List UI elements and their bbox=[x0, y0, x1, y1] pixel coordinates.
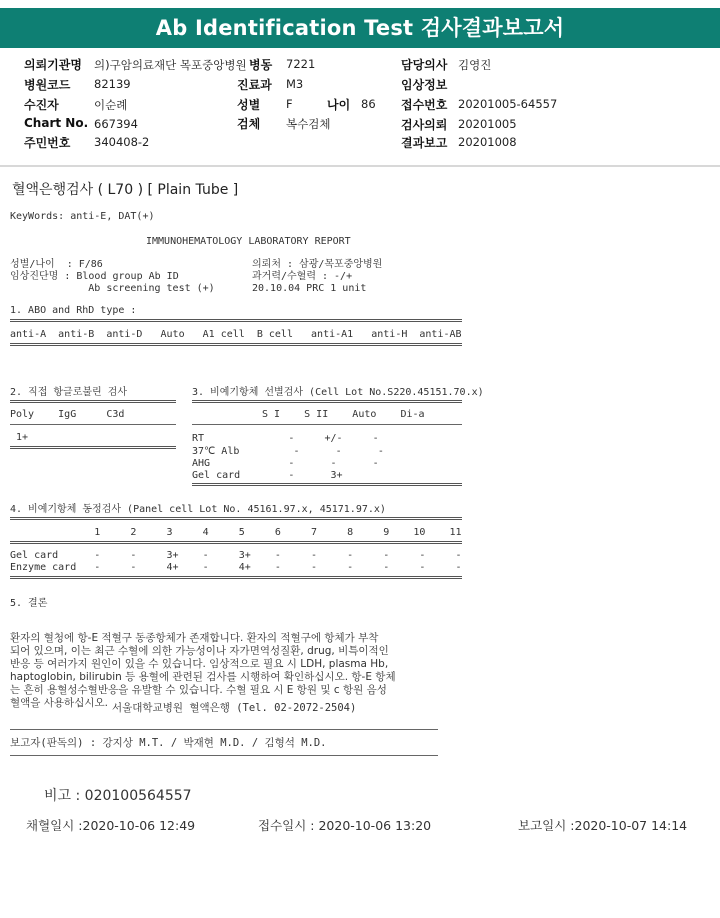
ward-label: 병동 bbox=[249, 58, 273, 72]
dept-value: M3 bbox=[286, 77, 304, 91]
chart-no-label: Chart No. bbox=[24, 116, 89, 130]
dept-label: 진료과 bbox=[237, 78, 272, 92]
keywords: KeyWords: anti-E, DAT(+) bbox=[10, 211, 155, 222]
collection-datetime: 채혈일시 :2020-10-06 12:49 bbox=[26, 818, 196, 833]
request-date-value: 20201005 bbox=[458, 117, 517, 131]
section-3-top-rule bbox=[192, 400, 462, 403]
patient-label: 수진자 bbox=[24, 98, 59, 112]
section-2-mid-rule bbox=[10, 424, 176, 425]
section-5-title: 5. 결론 bbox=[10, 598, 48, 609]
reporters-line: 보고자(판독의) : 강지상 M.T. / 박재현 M.D. / 김형석 M.D. bbox=[10, 737, 327, 749]
section-2-title: 2. 직접 항글로불린 검사 bbox=[10, 387, 128, 398]
sex-value: F bbox=[286, 97, 293, 111]
age-value: 86 bbox=[361, 97, 376, 111]
conclusion-line: 되어 있으며, 이는 최근 수혈에 의한 가능성이나 자가면역성질환, drug, 비특이적인 bbox=[10, 645, 389, 657]
conclusion-line: 혈액을 사용하십시오. bbox=[10, 697, 108, 709]
lab-report-heading: IMMUNOHEMATOLOGY LABORATORY REPORT bbox=[146, 236, 351, 247]
panel-header: 1 2 3 4 5 6 7 8 9 10 11 bbox=[10, 527, 462, 538]
doctor-label: 담당의사 bbox=[401, 58, 448, 72]
section-4-title: 4. 비예기항체 동정검사 (Panel cell Lot No. 45161.97.x, 45171.97.x) bbox=[10, 504, 386, 515]
header-divider bbox=[0, 165, 720, 167]
resident-id-value: 340408-2 bbox=[94, 135, 150, 149]
dat-header: Poly IgG C3d bbox=[10, 409, 125, 420]
conclusion-line: 환자의 혈청에 항-E 적혈구 동종항체가 존재합니다. 환자의 적혈구에 항체가 부착 bbox=[10, 632, 379, 644]
dat-value: 1+ bbox=[10, 432, 29, 443]
section-3-bottom-rule bbox=[192, 483, 462, 486]
conclusion-line: 반응 등 여러가지 원인이 있을 수 있습니다. 임상적으로 필요 시 LDH, plasma Hb, bbox=[10, 658, 389, 670]
section-1-top-rule bbox=[10, 319, 462, 322]
report-date-value: 20201008 bbox=[458, 135, 517, 149]
section-2-top-rule bbox=[10, 400, 176, 403]
chart-no-value: 667394 bbox=[94, 117, 138, 131]
test-title: 혈액은행검사 ( L70 ) [ Plain Tube ] bbox=[12, 182, 239, 198]
panel-row: Enzyme card - - 4+ - 4+ - - - - - - bbox=[10, 562, 462, 573]
diagnosis-line-2: Ab screening test (+) bbox=[10, 283, 215, 294]
doctor-value: 김영진 bbox=[458, 58, 492, 72]
patient-value: 이순례 bbox=[94, 98, 128, 112]
transfusion-history-line-1: 과거력/수혈력 : -/+ bbox=[252, 271, 353, 282]
section-3-title: 3. 비예기항체 선별검사 (Cell Lot No.S220.45151.70.x) bbox=[192, 387, 484, 398]
panel-row: Gel card - - 3+ - 3+ - - - - - - bbox=[10, 550, 462, 561]
receipt-no-value: 20201005-64557 bbox=[458, 97, 558, 111]
screening-header: S I S II Auto Di-a bbox=[262, 409, 425, 420]
transfusion-history-line-2: 20.10.04 PRC 1 unit bbox=[252, 283, 367, 294]
specimen-value: 복수검체 bbox=[286, 117, 331, 131]
hospital-code-label: 병원코드 bbox=[24, 78, 71, 92]
report-datetime: 보고일시 :2020-10-07 14:14 bbox=[518, 818, 688, 833]
report-title-banner: Ab Identification Test 검사결과보고서 bbox=[0, 8, 720, 48]
receipt-datetime: 접수일시 : 2020-10-06 13:20 bbox=[258, 818, 432, 833]
specimen-label: 검체 bbox=[237, 117, 261, 131]
age-label: 나이 bbox=[327, 98, 351, 112]
screening-row: Gel card - 3+ bbox=[192, 470, 343, 481]
signature-bottom-rule bbox=[10, 755, 438, 756]
referral-line: 의뢰처 : 삼광/목포중앙병원 bbox=[252, 259, 383, 270]
conclusion-text bbox=[10, 632, 480, 710]
section-4-mid-rule bbox=[10, 541, 462, 544]
institution-label: 의뢰기관명 bbox=[24, 58, 82, 72]
sex-age-line: 성별/나이 : F/86 bbox=[10, 259, 103, 270]
resident-id-label: 주민번호 bbox=[24, 136, 71, 150]
abo-rhd-header: anti-A anti-B anti-D Auto A1 cell B cell anti-A1 anti-H anti-AB bbox=[10, 329, 462, 340]
section-2-bottom-rule bbox=[10, 446, 176, 449]
lab-name: 서울대학교병원 혈액은행 (Tel. 02-2072-2504) bbox=[112, 702, 357, 714]
ward-value: 7221 bbox=[286, 57, 316, 71]
screening-row: RT - +/- - bbox=[192, 433, 379, 444]
receipt-no-label: 접수번호 bbox=[401, 98, 448, 112]
section-1-title: 1. ABO and RhD type : bbox=[10, 305, 137, 316]
hospital-code-value: 82139 bbox=[94, 77, 131, 91]
conclusion-line: haptoglobin, bilirubin 등 용혈에 관련된 검사를 시행하여 확인하십시오. 항-E 항체 bbox=[10, 671, 396, 683]
report-date-label: 결과보고 bbox=[401, 136, 448, 150]
section-4-bottom-rule bbox=[10, 576, 462, 579]
sex-label: 성별 bbox=[237, 98, 261, 112]
section-4-top-rule bbox=[10, 517, 462, 520]
patient-info-header bbox=[0, 52, 720, 164]
screening-row: 37℃ Alb - - - bbox=[192, 446, 384, 457]
request-date-label: 검사의뢰 bbox=[401, 118, 448, 132]
conclusion-line: 는 흔히 용혈성수혈반응을 유발할 수 있습니다. 수혈 필요 시 E 항원 및 c 항원 음성 bbox=[10, 684, 387, 696]
signature-top-rule bbox=[10, 729, 438, 730]
diagnosis-line-1: 임상진단명 : Blood group Ab ID bbox=[10, 271, 179, 282]
section-3-mid-rule bbox=[192, 424, 462, 425]
clinical-info-label: 임상정보 bbox=[401, 78, 448, 92]
screening-row: AHG - - - bbox=[192, 458, 379, 469]
section-1-bottom-rule bbox=[10, 343, 462, 346]
remark: 비고 : 020100564557 bbox=[44, 788, 192, 804]
institution-value: 의)구암의료재단 목포중앙병원 bbox=[94, 58, 247, 72]
